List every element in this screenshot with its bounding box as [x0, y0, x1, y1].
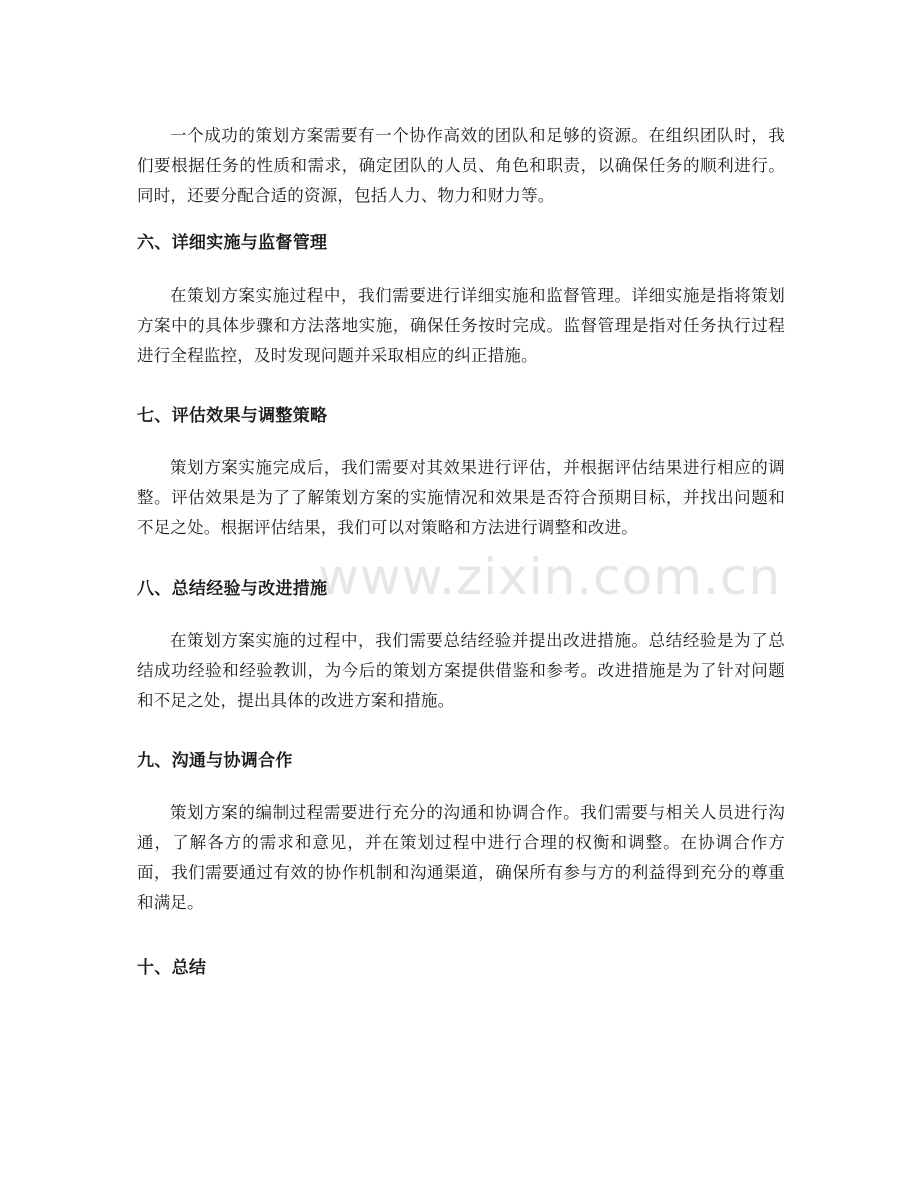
paragraph: 在策划方案实施的过程中，我们需要总结经验并提出改进措施。总结经验是为了总结成功经验和经验教训，为今后的策划方案提供借鉴和参考。改进措施是为了针对问题和不足之处，提出具体的改进方案和措施。	[137, 631, 785, 710]
paragraph: 一个成功的策划方案需要有一个协作高效的团队和足够的资源。在组织团队时，我们要根据任务的性质和需求，确定团队的人员、角色和职责，以确保任务的顺利进行。同时，还要分配合适的资源，包括人力、物力和财力等。	[137, 126, 785, 205]
section-eight-body	[137, 626, 785, 716]
section-nine	[137, 746, 785, 776]
section-seven	[137, 401, 785, 431]
section-heading: 七、评估效果与调整策略	[137, 406, 328, 426]
section-six	[137, 228, 785, 258]
intro-section	[137, 121, 785, 211]
paragraph: 在策划方案实施过程中，我们需要进行详细实施和监督管理。详细实施是指将策划方案中的具体步骤和方法落地实施，确保任务按时完成。监督管理是指对任务执行过程进行全程监控，及时发现问题并采取相应的纠正措施。	[137, 286, 785, 365]
section-heading: 六、详细实施与监督管理	[137, 233, 328, 253]
section-heading: 八、总结经验与改进措施	[137, 579, 328, 599]
watermark: www.zixin.com.cn	[318, 548, 782, 606]
section-six-body	[137, 281, 785, 371]
section-ten	[137, 953, 785, 983]
section-seven-body	[137, 453, 785, 543]
section-nine-body	[137, 798, 785, 918]
paragraph: 策划方案实施完成后，我们需要对其效果进行评估，并根据评估结果进行相应的调整。评估效果是为了了解策划方案的实施情况和效果是否符合预期目标，并找出问题和不足之处。根据评估结果，我们可以对策略和方法进行调整和改进。	[137, 458, 785, 537]
section-heading: 十、总结	[137, 958, 207, 978]
section-eight	[137, 574, 785, 604]
paragraph: 策划方案的编制过程需要进行充分的沟通和协调合作。我们需要与相关人员进行沟通，了解各方的需求和意见，并在策划过程中进行合理的权衡和调整。在协调合作方面，我们需要通过有效的协作机制和沟通渠道，确保所有参与方的利益得到充分的尊重和满足。	[137, 803, 785, 912]
section-heading: 九、沟通与协调合作	[137, 751, 293, 771]
